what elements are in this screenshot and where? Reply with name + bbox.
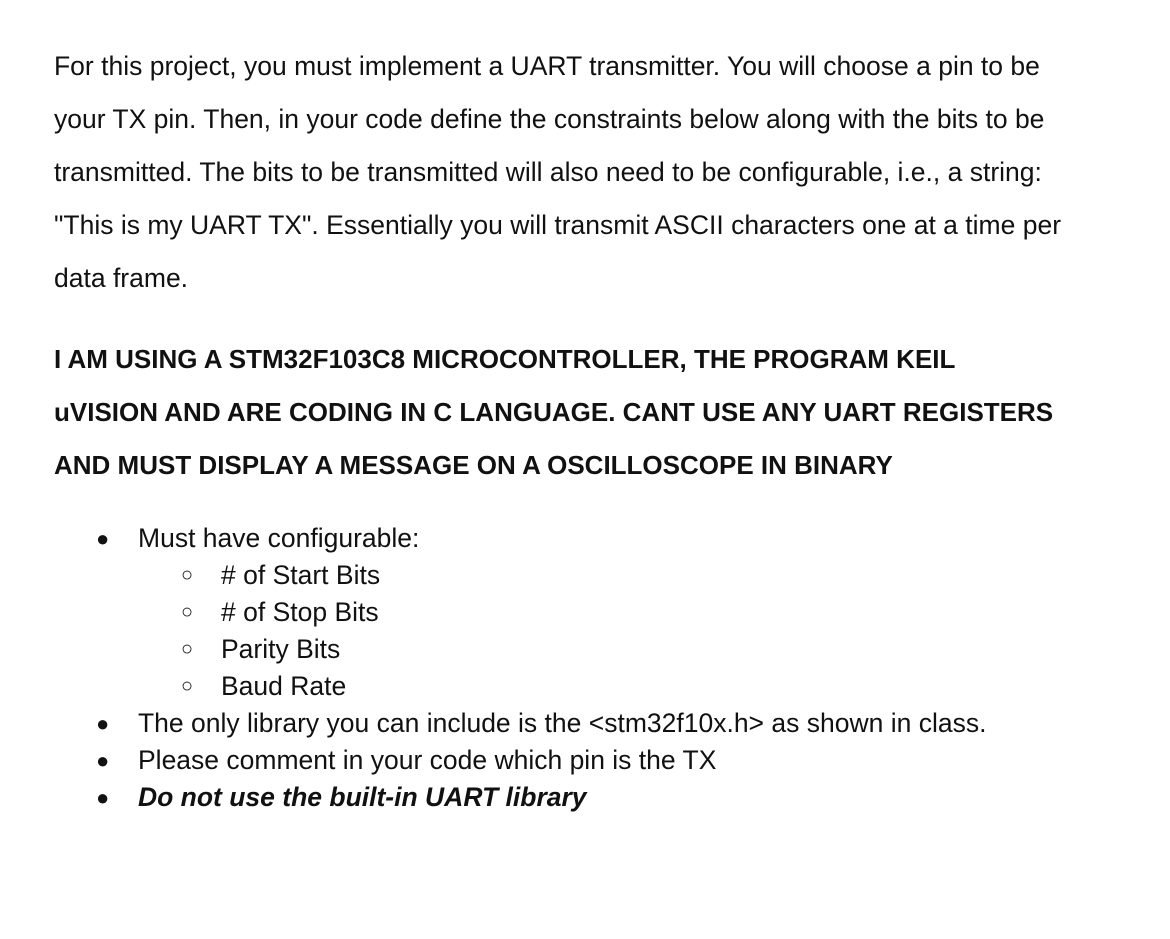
description-line: For this project, you must implement a UART transmitter. You will choose a pin to be (54, 51, 1040, 81)
bullet-icon: ● (96, 711, 110, 736)
description-line: data frame. (54, 263, 189, 293)
sub-item-label: Parity Bits (221, 634, 341, 664)
requirements-list (54, 520, 1154, 816)
hollow-bullet-icon: ○ (181, 601, 194, 623)
sub-item-label: # of Start Bits (221, 560, 381, 590)
bullet-icon: ● (96, 785, 110, 810)
comment-rule: Please comment in your code which pin is the TX (138, 745, 717, 775)
sub-list-item (54, 668, 1154, 705)
sub-list-item (54, 631, 1154, 668)
sub-item-label: Baud Rate (221, 671, 347, 701)
list-item (54, 779, 1154, 816)
list-item (54, 520, 1154, 705)
sub-list-item (54, 557, 1154, 594)
project-description (54, 40, 1154, 305)
hollow-bullet-icon: ○ (181, 564, 194, 586)
list-item (54, 742, 1154, 779)
hollow-bullet-icon: ○ (181, 675, 194, 697)
bullet-icon: ● (96, 526, 110, 551)
student-note (54, 333, 1154, 492)
uart-rule: Do not use the built-in UART library (138, 782, 587, 812)
library-rule: The only library you can include is the <stm32f10x.h> as shown in class. (138, 708, 987, 738)
note-line: uVISION AND ARE CODING IN C LANGUAGE. CANT USE ANY UART REGISTERS (54, 397, 1054, 427)
description-line: transmitted. The bits to be transmitted will also need to be configurable, i.e., a string: (54, 157, 1042, 187)
sub-item-label: # of Stop Bits (221, 597, 379, 627)
bullet-icon: ● (96, 748, 110, 773)
description-line: "This is my UART TX". Essentially you will transmit ASCII characters one at a time per (54, 210, 1062, 240)
document-body (54, 40, 1154, 816)
hollow-bullet-icon: ○ (181, 638, 194, 660)
sub-list-item (54, 594, 1154, 631)
list-item (54, 705, 1154, 742)
note-line: I AM USING A STM32F103C8 MICROCONTROLLER, THE PROGRAM KEIL (54, 344, 956, 374)
configurable-heading: Must have configurable: (138, 523, 420, 553)
description-line: your TX pin. Then, in your code define the constraints below along with the bits to be (54, 104, 1045, 134)
configurable-sub-list (138, 557, 1154, 705)
note-line: AND MUST DISPLAY A MESSAGE ON A OSCILLOSCOPE IN BINARY (54, 450, 893, 480)
